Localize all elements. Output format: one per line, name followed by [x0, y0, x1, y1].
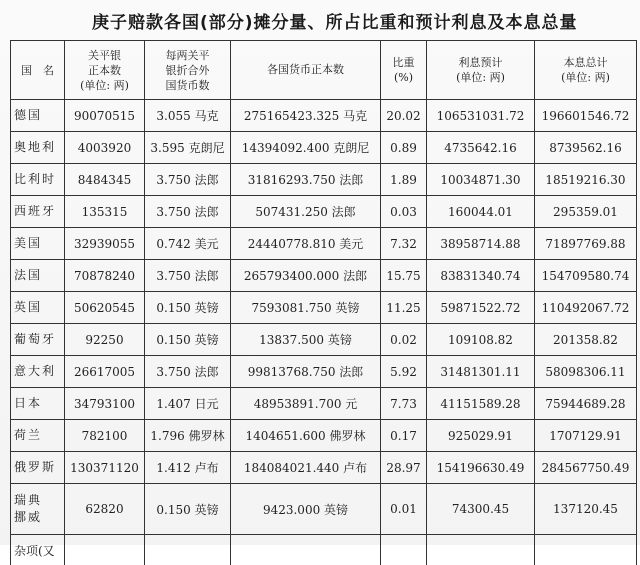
cell-total: 75944689.28: [535, 388, 637, 420]
header-country: 国 名: [11, 41, 65, 100]
cell-country: 西班牙: [11, 196, 65, 228]
cell-total: 18519216.30: [535, 164, 637, 196]
cell-foreign: 31816293.750 法郎: [231, 164, 381, 196]
table-row: [11, 164, 637, 196]
table-row: [11, 356, 637, 388]
cell-rate: 3.595 克朗尼: [145, 132, 231, 164]
cell-foreign: 265793400.000 法郎: [231, 260, 381, 292]
cell-ratio: 28.97: [381, 452, 427, 484]
cell-silver: 782100: [65, 420, 145, 452]
cell-ratio: 1.89: [381, 164, 427, 196]
cell-foreign: 7593081.750 英镑: [231, 292, 381, 324]
cell-empty: [231, 535, 381, 565]
cell-silver: 135315: [65, 196, 145, 228]
header-interest: 利息预计 (单位: 两): [427, 41, 535, 100]
cell-total: 8739562.16: [535, 132, 637, 164]
cell-total: 284567750.49: [535, 452, 637, 484]
cell-interest: 10034871.30: [427, 164, 535, 196]
cell-interest: 74300.45: [427, 484, 535, 535]
cell-ratio: 5.92: [381, 356, 427, 388]
cell-interest: 106531031.72: [427, 100, 535, 132]
cell-foreign: 275165423.325 马克: [231, 100, 381, 132]
cell-ratio: 0.89: [381, 132, 427, 164]
cell-interest: 59871522.72: [427, 292, 535, 324]
cell-total: 196601546.72: [535, 100, 637, 132]
cell-silver: 70878240: [65, 260, 145, 292]
cell-ratio: 7.73: [381, 388, 427, 420]
table-title: 庚子赔款各国(部分)摊分量、所占比重和预计利息及本息总量: [92, 8, 632, 38]
table-row-partial: [11, 535, 637, 565]
cell-interest: 154196630.49: [427, 452, 535, 484]
table-row: [11, 324, 637, 356]
cell-interest: 83831340.74: [427, 260, 535, 292]
cell-total: 154709580.74: [535, 260, 637, 292]
cell-interest: 109108.82: [427, 324, 535, 356]
cell-rate: 1.407 日元: [145, 388, 231, 420]
cell-country: 德国: [11, 100, 65, 132]
cell-total: 295359.01: [535, 196, 637, 228]
cell-foreign: 99813768.750 法郎: [231, 356, 381, 388]
cell-silver: 92250: [65, 324, 145, 356]
cell-total: 71897769.88: [535, 228, 637, 260]
cell-foreign: 507431.250 法郎: [231, 196, 381, 228]
cell-rate: 0.150 英镑: [145, 324, 231, 356]
cell-silver: 130371120: [65, 452, 145, 484]
table-row: [11, 484, 637, 535]
cell-rate: 3.750 法郎: [145, 356, 231, 388]
cell-rate: 3.750 法郎: [145, 196, 231, 228]
indemnity-table: [10, 40, 637, 565]
cell-foreign: 184084021.440 卢布: [231, 452, 381, 484]
cell-rate: 1.796 佛罗林: [145, 420, 231, 452]
cell-foreign: 9423.000 英镑: [231, 484, 381, 535]
cell-empty: [427, 535, 535, 565]
cell-country: 奥地利: [11, 132, 65, 164]
cell-total: 1707129.91: [535, 420, 637, 452]
cell-foreign: 14394092.400 克朗尼: [231, 132, 381, 164]
cell-empty: [145, 535, 231, 565]
cell-total: 58098306.11: [535, 356, 637, 388]
header-silver: 关平银 正本数 (单位: 两): [65, 41, 145, 100]
cell-country: 荷兰: [11, 420, 65, 452]
table-row: [11, 420, 637, 452]
cell-total: 137120.45: [535, 484, 637, 535]
cell-rate: 3.055 马克: [145, 100, 231, 132]
table-row: [11, 292, 637, 324]
cell-empty: [65, 535, 145, 565]
table-row: [11, 260, 637, 292]
cell-country: 葡萄牙: [11, 324, 65, 356]
cell-interest: 160044.01: [427, 196, 535, 228]
cell-total: 110492067.72: [535, 292, 637, 324]
cell-country: 英国: [11, 292, 65, 324]
header-rate: 每两关平 银折合外 国货币数: [145, 41, 231, 100]
table-row: [11, 100, 637, 132]
cell-empty: [381, 535, 427, 565]
cell-country: 瑞典 挪威: [11, 484, 65, 535]
cell-total: 201358.82: [535, 324, 637, 356]
cell-country: 比利时: [11, 164, 65, 196]
header-ratio: 比重 (%): [381, 41, 427, 100]
cell-empty: [535, 535, 637, 565]
cell-ratio: 0.17: [381, 420, 427, 452]
cell-silver: 26617005: [65, 356, 145, 388]
cell-rate: 1.412 卢布: [145, 452, 231, 484]
table-row: [11, 388, 637, 420]
cell-rate: 0.150 英镑: [145, 292, 231, 324]
cell-rate: 0.742 美元: [145, 228, 231, 260]
table-row: [11, 228, 637, 260]
cell-interest: 925029.91: [427, 420, 535, 452]
cell-rate: 0.150 英镑: [145, 484, 231, 535]
table-row: [11, 196, 637, 228]
cell-silver: 8484345: [65, 164, 145, 196]
cell-interest: 38958714.88: [427, 228, 535, 260]
header-foreign: 各国货币正本数: [231, 41, 381, 100]
cell-foreign: 13837.500 英镑: [231, 324, 381, 356]
cell-foreign: 24440778.810 美元: [231, 228, 381, 260]
cell-silver: 50620545: [65, 292, 145, 324]
cell-ratio: 11.25: [381, 292, 427, 324]
cell-country: 美国: [11, 228, 65, 260]
table-row: [11, 452, 637, 484]
cell-ratio: 0.03: [381, 196, 427, 228]
header-row: [11, 41, 637, 100]
cell-foreign: 1404651.600 佛罗林: [231, 420, 381, 452]
cell-ratio: 0.01: [381, 484, 427, 535]
cell-interest: 31481301.11: [427, 356, 535, 388]
cell-silver: 34793100: [65, 388, 145, 420]
cell-foreign: 48953891.700 元: [231, 388, 381, 420]
cell-ratio: 20.02: [381, 100, 427, 132]
cell-country: 杂项(又: [11, 535, 65, 565]
cell-country: 法国: [11, 260, 65, 292]
cell-ratio: 0.02: [381, 324, 427, 356]
cell-silver: 62820: [65, 484, 145, 535]
table-row: [11, 132, 637, 164]
header-total: 本息总计 (单位: 两): [535, 41, 637, 100]
cell-silver: 32939055: [65, 228, 145, 260]
cell-country: 日本: [11, 388, 65, 420]
cell-interest: 41151589.28: [427, 388, 535, 420]
cell-silver: 4003920: [65, 132, 145, 164]
cell-rate: 3.750 法郎: [145, 260, 231, 292]
cell-ratio: 7.32: [381, 228, 427, 260]
cell-silver: 90070515: [65, 100, 145, 132]
cell-country: 俄罗斯: [11, 452, 65, 484]
cell-country: 意大利: [11, 356, 65, 388]
cell-interest: 4735642.16: [427, 132, 535, 164]
cell-ratio: 15.75: [381, 260, 427, 292]
cell-rate: 3.750 法郎: [145, 164, 231, 196]
